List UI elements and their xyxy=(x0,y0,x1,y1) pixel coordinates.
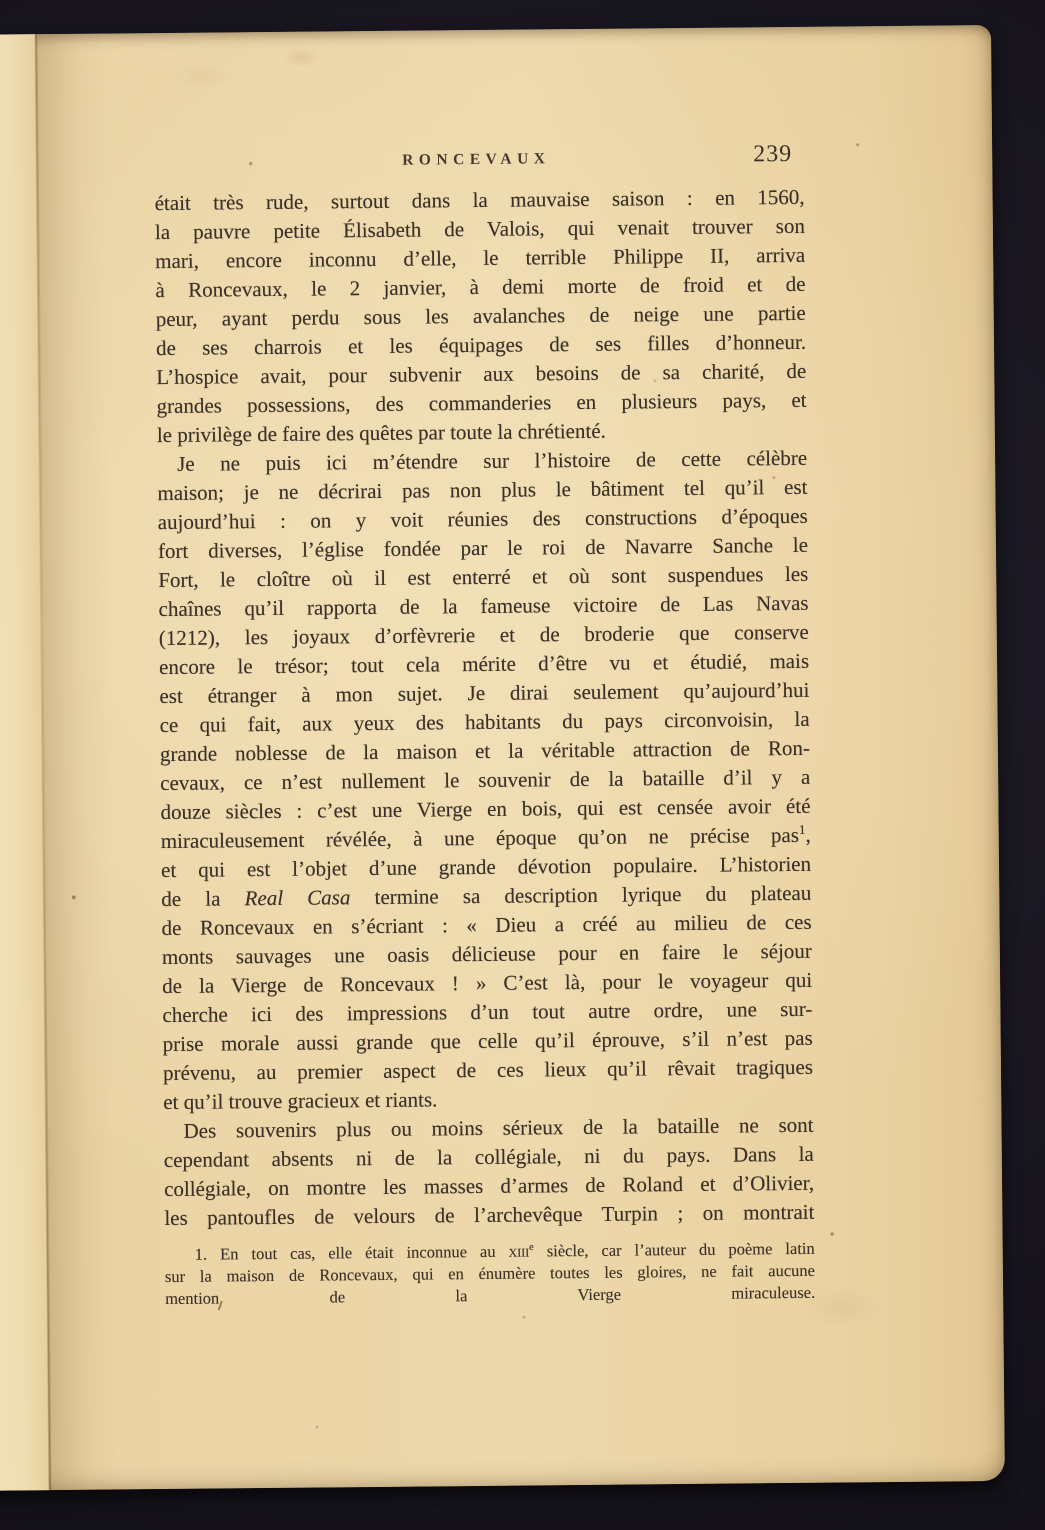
text-segment: xiii xyxy=(508,1241,530,1261)
text-segment: fort diverses, l’église fondée par le roi de Navarre Sanche le xyxy=(157,532,809,564)
page-header xyxy=(154,140,804,175)
text-segment: grandes possessions, des commanderies en plusieurs pays, et xyxy=(156,387,807,419)
text-segment: la pauvre petite Élisabeth de Valois, qui venait trouver son xyxy=(154,213,806,245)
text-segment: monts sauvages une oasis délicieuse pour en faire le séjour xyxy=(161,938,812,970)
text-segment: Fort, le cloître où il est enterré et où sont suspendues les xyxy=(158,561,809,593)
text-segment: aujourd’hui : on y voit réunies des constructions d’époques xyxy=(157,503,808,535)
text-segment: Je ne puis ici m’étendre sur l’histoire de cette célèbre xyxy=(177,445,808,476)
text-segment: 1. En tout cas, elle était inconnue au xyxy=(194,1241,509,1264)
text-segment: mention de la Vierge miraculeuse. xyxy=(165,1282,816,1309)
text-segment: le privilège de faire des quêtes par toute la chrétienté. xyxy=(156,418,606,448)
text-segment: cevaux, ce n’est nullement le souvenir de la bataille d’il y a xyxy=(160,764,811,796)
text-segment: cependant absents ni de la collégiale, ni du pays. Dans la xyxy=(163,1141,814,1173)
text-segment: de la Vierge de Roncevaux ! » C’est là, pour le voyageur qui xyxy=(162,967,813,999)
text-segment: prévenu, au premier aspect de ces lieux qu’il rêvait tragiques xyxy=(162,1054,814,1086)
footnote xyxy=(165,1238,816,1310)
text-segment: siècle, car l’auteur du poème latin xyxy=(533,1238,815,1261)
text-segment: les pantoufles de velours de l’archevêque Turpin ; on montrait xyxy=(164,1199,815,1231)
text-segment: maison; je ne décrirai pas non plus le bâtiment tel qu’il est xyxy=(157,474,808,506)
text-segment: e xyxy=(529,1241,534,1254)
text-segment: encore le trésor; tout cela mérite d’être vu et étudié, mais xyxy=(158,648,810,680)
text-segment: à Roncevaux, le 2 janvier, à demi morte de froid et de xyxy=(155,271,806,303)
text-segment: de ses charrois et les équipages de ses filles d’honneur. xyxy=(155,329,807,361)
printed-content xyxy=(154,140,816,1310)
text-segment: et qu’il trouve gracieux et riants. xyxy=(163,1087,438,1115)
text-segment: collégiale, on montre les masses d’armes de Roland et d’Olivier, xyxy=(164,1170,815,1202)
text-segment: prise morale aussi grande que celle qu’il éprouve, s’il n’est pas xyxy=(162,1025,813,1057)
paragraph xyxy=(165,1238,816,1310)
text-segment: L’hospice avait, pour subvenir aux besoins de sa charité, de xyxy=(156,358,807,390)
running-header-title: RONCEVAUX xyxy=(402,150,551,169)
text-segment: miraculeusement révélée, à une époque qu’on ne précise pas xyxy=(160,822,800,854)
text-segment: chaînes qu’il rapporta de la fameuse victoire de Las Navas xyxy=(158,590,809,622)
paragraph xyxy=(163,1111,814,1233)
text-segment: termine sa description lyrique du plateau xyxy=(350,880,812,910)
paragraph xyxy=(157,444,813,1117)
text-segment: , xyxy=(805,822,811,847)
text-segment: Des souvenirs plus ou moins sérieux de la bataille ne sont xyxy=(183,1112,814,1143)
text-segment: est étranger à mon sujet. Je dirai seulement qu’aujourd’hui xyxy=(159,677,810,709)
page-number: 239 xyxy=(753,140,793,168)
text-segment: ce qui fait, aux yeux des habitants du pays circonvoisin, la xyxy=(159,706,810,738)
text-segment: 1 xyxy=(798,821,806,837)
text-segment: de la xyxy=(161,886,245,912)
text-segment: (1212), les joyaux d’orfèvrerie et de broderie que conserve xyxy=(158,619,809,651)
text-segment: peur, ayant perdu sous les avalanches de neige une partie xyxy=(155,300,806,332)
text-segment: et qui est l’objet d’une grande dévotion populaire. L’historien xyxy=(160,851,812,883)
text-segment: sur la maison de Roncevaux, qui en énumère toutes les gloires, ne fait aucune xyxy=(164,1260,816,1287)
text-segment: était très rude, surtout dans la mauvaise saison : en 1560, xyxy=(154,184,805,216)
text-segment: cherche ici des impressions d’un tout autre ordre, une sur- xyxy=(162,996,813,1028)
text-line xyxy=(164,1198,814,1233)
text-segment: douze siècles : c’est une Vierge en bois, qui est censée avoir été xyxy=(160,793,811,825)
paragraph xyxy=(155,183,807,450)
gutter-shadow xyxy=(37,34,121,1491)
text-segment: mari, encore inconnu d’elle, le terrible Philippe II, arriva xyxy=(155,242,806,274)
text-segment: de Roncevaux en s’écriant : « Dieu a créé au milieu de ces xyxy=(161,909,812,941)
book-page xyxy=(0,25,1005,1491)
text-segment: Real Casa xyxy=(244,885,351,911)
body-text xyxy=(155,183,815,1233)
text-segment: grande noblesse de la maison et la véritable attraction de Ron- xyxy=(159,735,811,767)
